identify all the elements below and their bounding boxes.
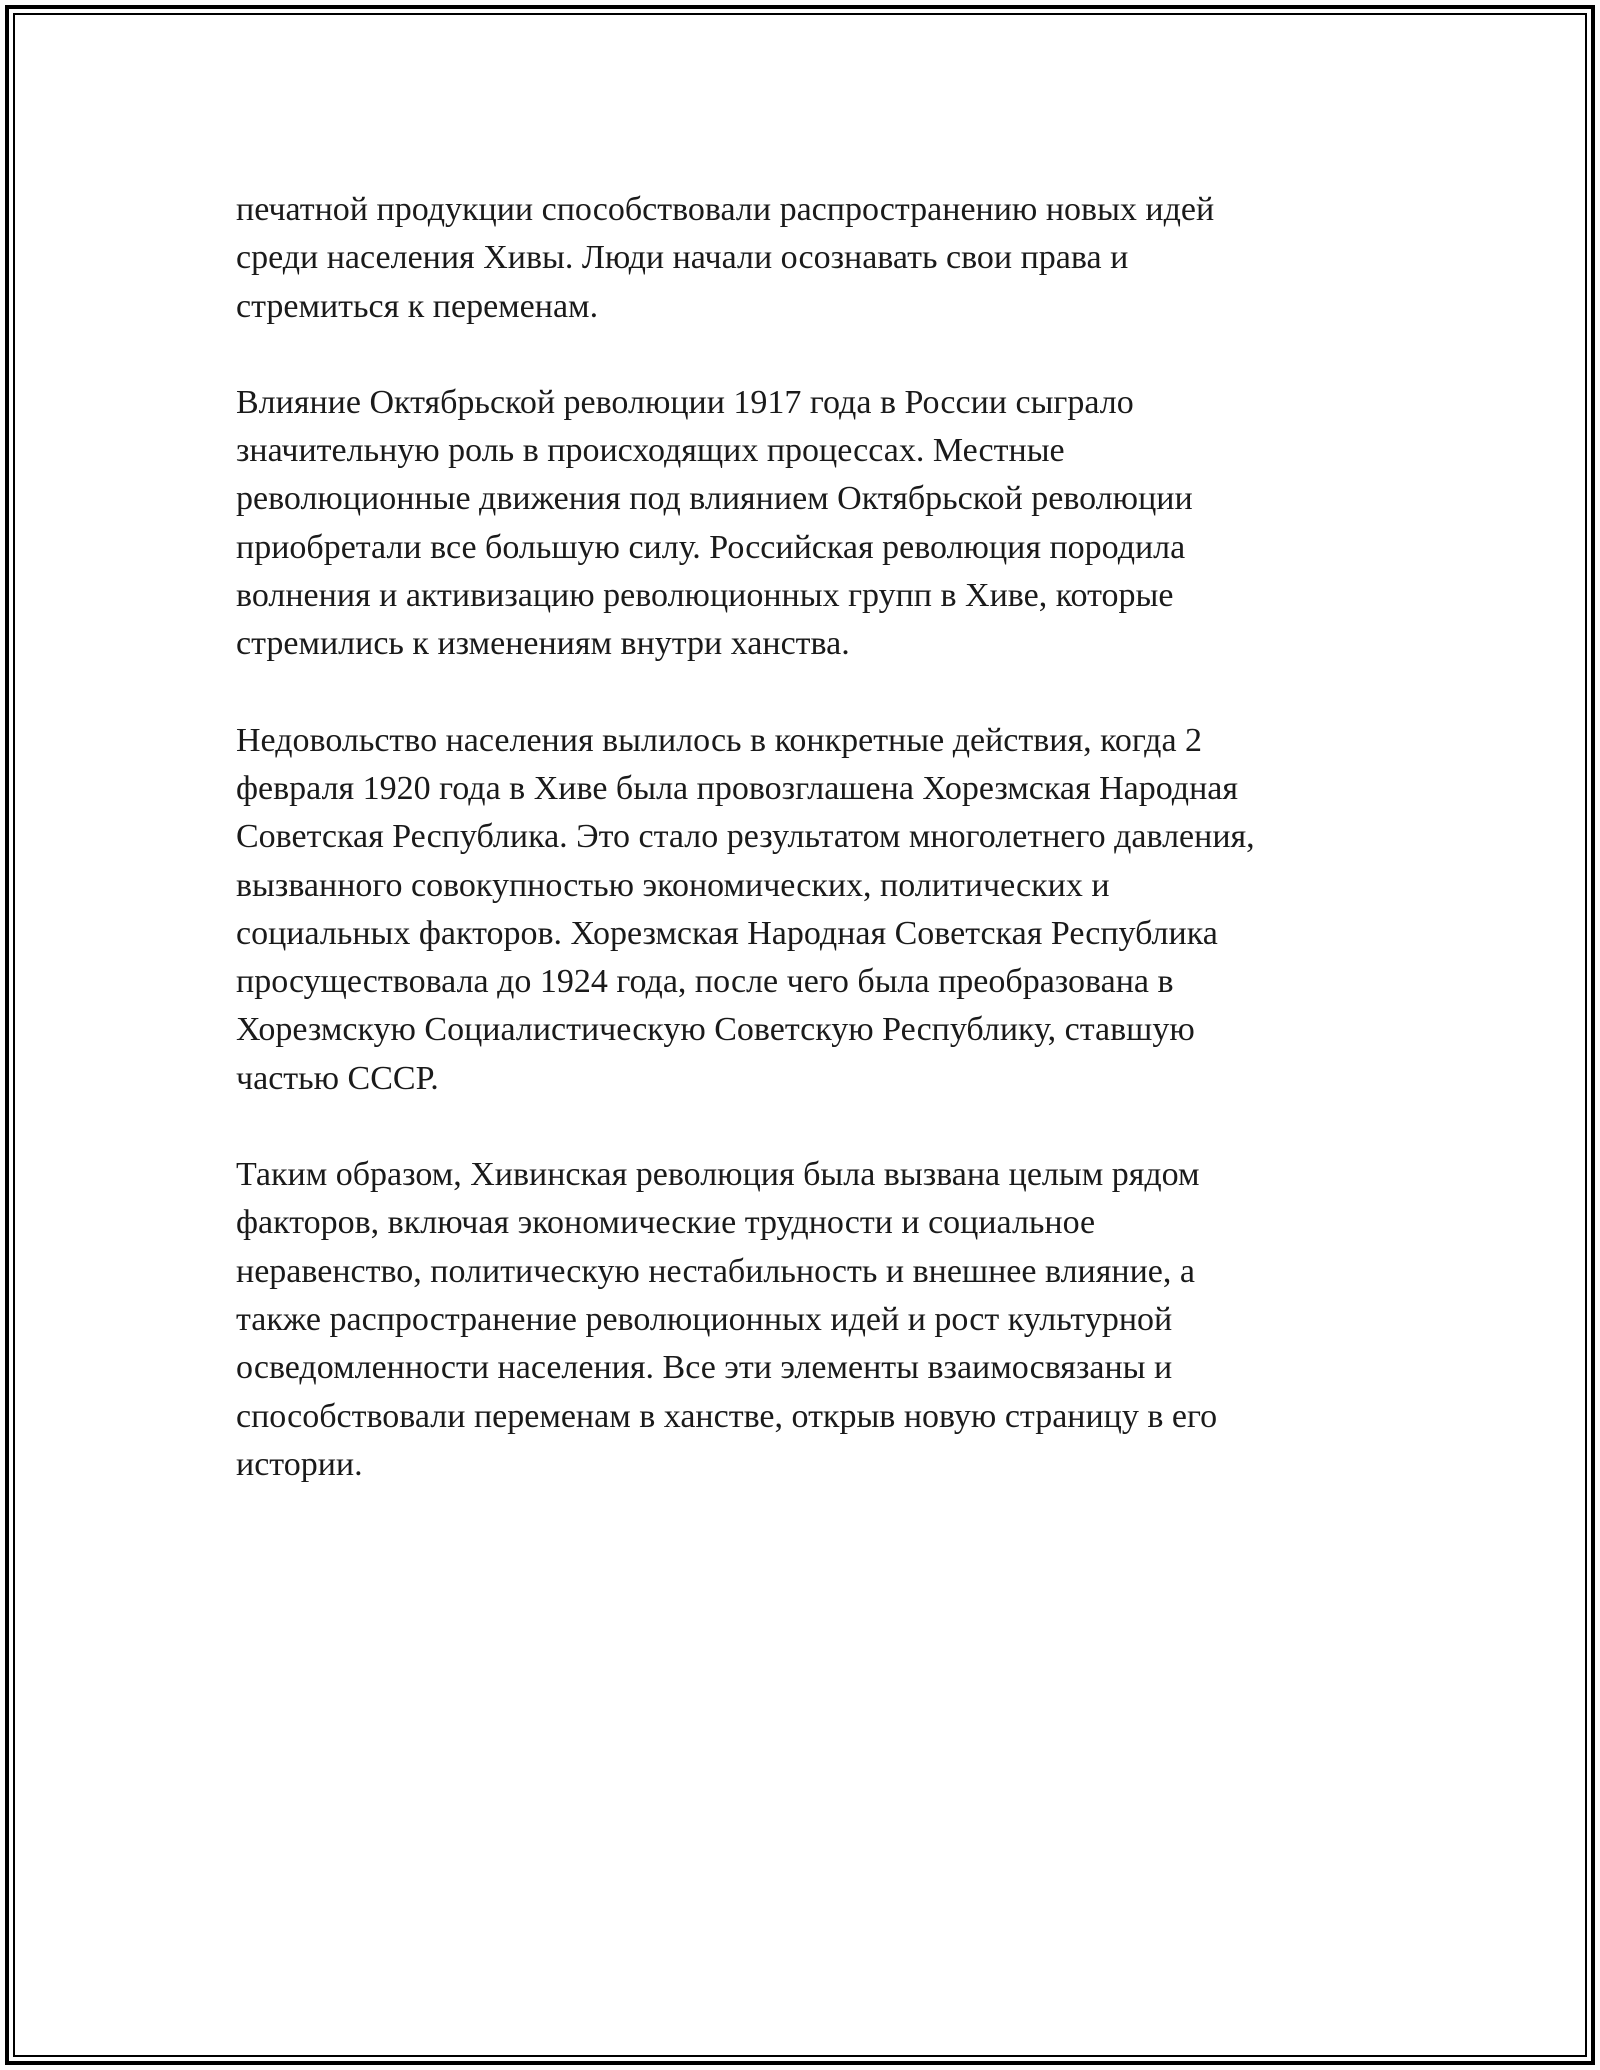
text-line: стремиться к переменам. xyxy=(236,287,599,325)
text-line: Таким образом, Хивинская революция была вызвана целым рядом xyxy=(236,1156,1200,1194)
text-line: Советская Республика. Это стало результатом многолетнего давления, xyxy=(236,818,1255,856)
text-line: способствовали переменам в ханстве, открыв новую страницу в его xyxy=(236,1397,1218,1435)
text-line: просуществовала до 1924 года, после чего была преобразована в xyxy=(236,963,1174,1001)
text-line: социальных факторов. Хорезмская Народная Советская Республика xyxy=(236,914,1218,952)
text-line: февраля 1920 года в Хиве была провозглашена Хорезмская Народная xyxy=(236,769,1239,807)
text-line: неравенство, политическую нестабильность и внешнее влияние, а xyxy=(236,1252,1195,1290)
text-line: среди населения Хивы. Люди начали осознавать свои права и xyxy=(236,239,1129,277)
paragraph-3 xyxy=(236,717,1366,1103)
paragraph-4 xyxy=(236,1151,1366,1489)
text-line: печатной продукции способствовали распространению новых идей xyxy=(236,191,1215,228)
text-line: революционные движения под влиянием Октябрьской революции xyxy=(236,480,1193,518)
text-line: Влияние Октябрьской революции 1917 года в России сыграло xyxy=(236,383,1134,421)
text-line: волнения и активизацию революционных групп в Хиве, которые xyxy=(236,577,1174,615)
text-line: факторов, включая экономические трудности и социальное xyxy=(236,1204,1096,1242)
text-line: стремились к изменениям внутри ханства. xyxy=(236,625,850,663)
paragraph-1 xyxy=(236,186,1366,331)
text-line: приобретали все большую силу. Российская революция породила xyxy=(236,528,1186,566)
text-line: Недовольство населения вылилось в конкретные действия, когда 2 xyxy=(236,721,1203,759)
text-line: также распространение революционных идей и рост культурной xyxy=(236,1300,1173,1338)
text-line: осведомленности населения. Все эти элементы взаимосвязаны и xyxy=(236,1349,1173,1387)
text-line: вызванного совокупностью экономических, политических и xyxy=(236,866,1110,904)
document-body xyxy=(236,186,1366,1537)
text-line: частью СССР. xyxy=(236,1059,439,1097)
text-line: Хорезмскую Социалистическую Советскую Республику, ставшую xyxy=(236,1011,1195,1049)
paragraph-2 xyxy=(236,379,1366,669)
text-line: истории. xyxy=(236,1445,363,1483)
text-line: значительную роль в происходящих процессах. Местные xyxy=(236,432,1065,470)
